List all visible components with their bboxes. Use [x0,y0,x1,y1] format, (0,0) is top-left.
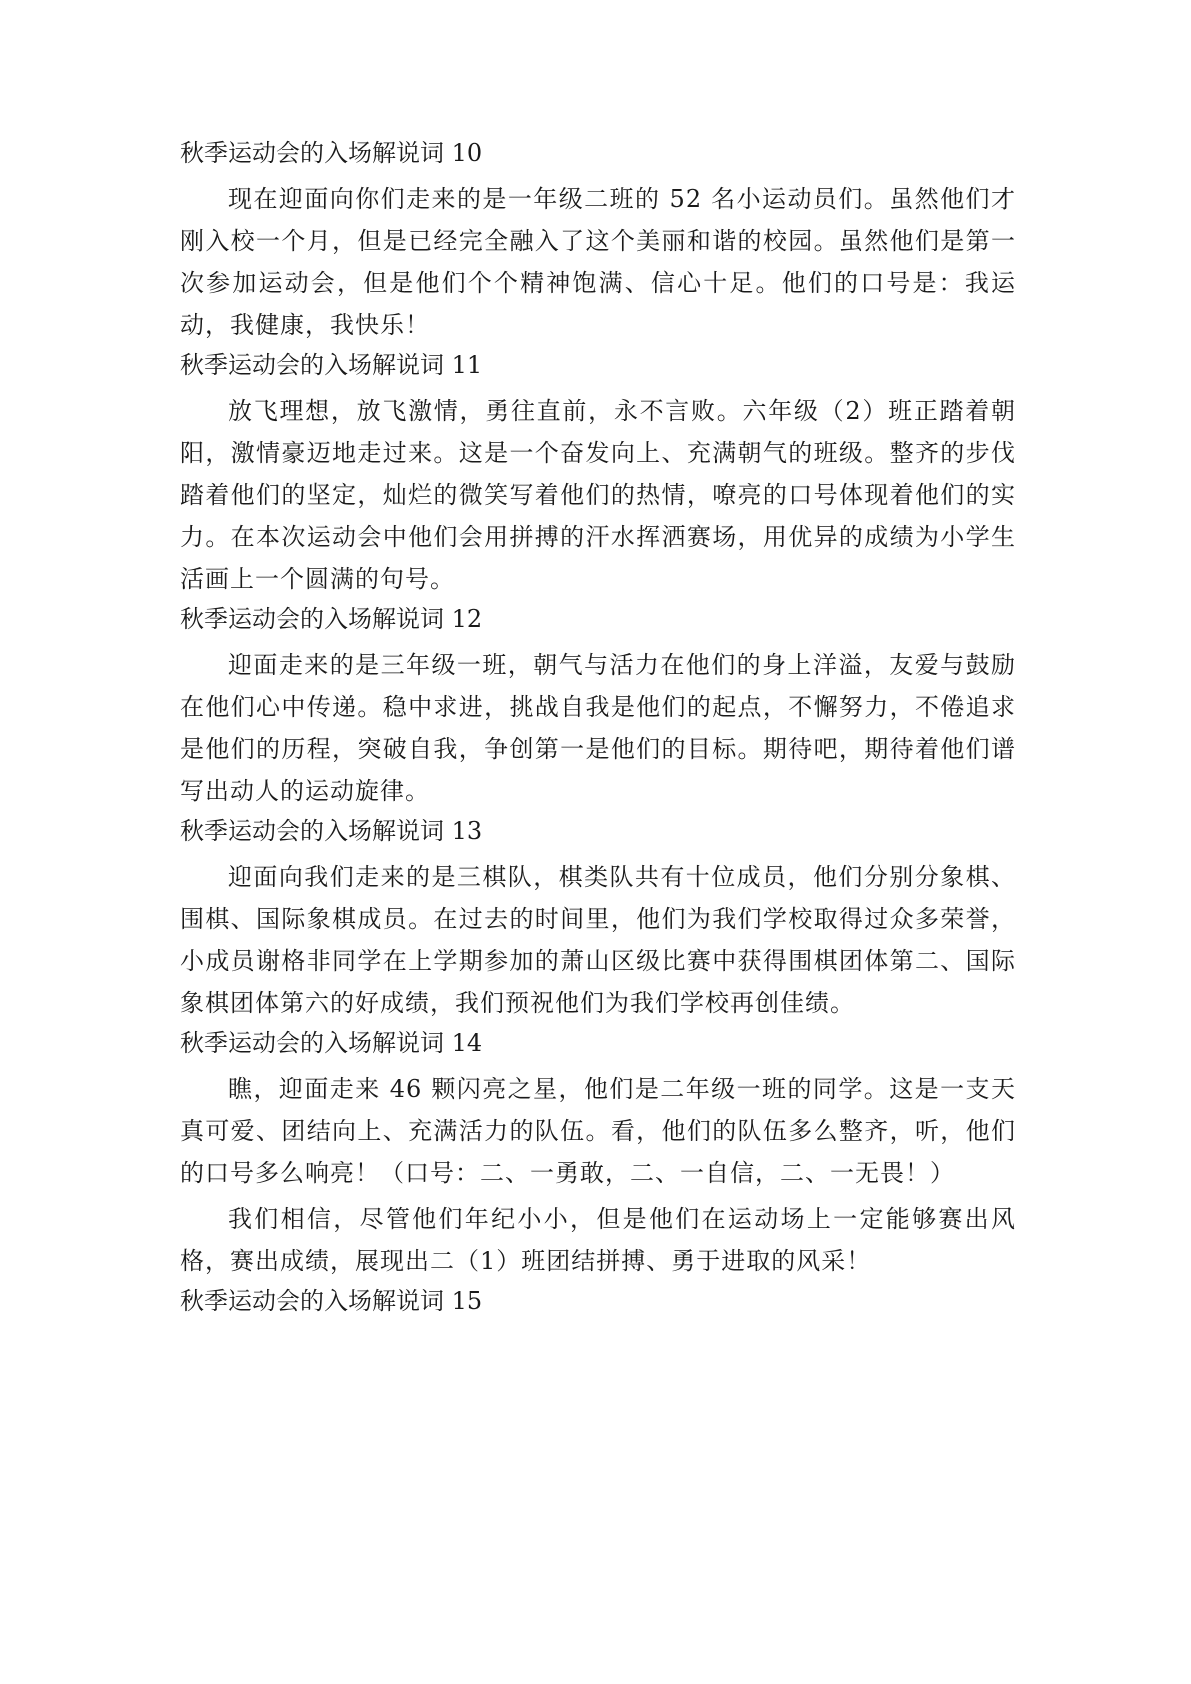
section-title: 秋季运动会的入场解说词 15 [180,1287,483,1315]
section-title: 秋季运动会的入场解说词 14 [180,1029,483,1057]
section-title: 秋季运动会的入场解说词 10 [180,139,483,167]
section-13 [180,816,1016,1024]
paragraph: 我们相信，尽管他们年纪小小，但是他们在运动场上一定能够赛出风格，赛出成绩，展现出二（1）班团结拼搏、勇于进取的风采！ [180,1205,1016,1275]
document-body [180,138,1016,1326]
section-title: 秋季运动会的入场解说词 11 [180,351,483,379]
section-title: 秋季运动会的入场解说词 12 [180,605,483,633]
section-title: 秋季运动会的入场解说词 13 [180,817,483,845]
paragraph: 迎面向我们走来的是三棋队，棋类队共有十位成员，他们分别分象棋、围棋、国际象棋成员。在过去的时间里，他们为我们学校取得过众多荣誉，小成员谢格非同学在上学期参加的萧山区级比赛中获得围棋团体第二、国际象棋团体第六的好成绩，我们预祝他们为我们学校再创佳绩。 [180,863,1016,1017]
section-10 [180,138,1016,346]
section-15 [180,1286,1016,1316]
paragraph: 迎面走来的是三年级一班，朝气与活力在他们的身上洋溢，友爱与鼓励在他们心中传递。稳中求进，挑战自我是他们的起点，不懈努力，不倦追求是他们的历程，突破自我，争创第一是他们的目标。期待吧，期待着他们谱写出动人的运动旋律。 [180,651,1016,805]
section-14 [180,1028,1016,1282]
section-12 [180,604,1016,812]
section-11 [180,350,1016,600]
paragraph: 放飞理想，放飞激情，勇往直前，永不言败。六年级（2）班正踏着朝阳，激情豪迈地走过来。这是一个奋发向上、充满朝气的班级。整齐的步伐踏着他们的坚定，灿烂的微笑写着他们的热情，嘹亮的口号体现着他们的实力。在本次运动会中他们会用拼搏的汗水挥洒赛场，用优异的成绩为小学生活画上一个圆满的句号。 [180,397,1016,593]
paragraph: 现在迎面向你们走来的是一年级二班的 52 名小运动员们。虽然他们才刚入校一个月，但是已经完全融入了这个美丽和谐的校园。虽然他们是第一次参加运动会，但是他们个个精神饱满、信心十足。他们的口号是：我运动，我健康，我快乐！ [180,185,1016,339]
paragraph: 瞧，迎面走来 46 颗闪亮之星，他们是二年级一班的同学。这是一支天真可爱、团结向上、充满活力的队伍。看，他们的队伍多么整齐，听，他们的口号多么响亮！（口号：二、一勇敢，二、一自信，二、一无畏！） [180,1075,1016,1187]
